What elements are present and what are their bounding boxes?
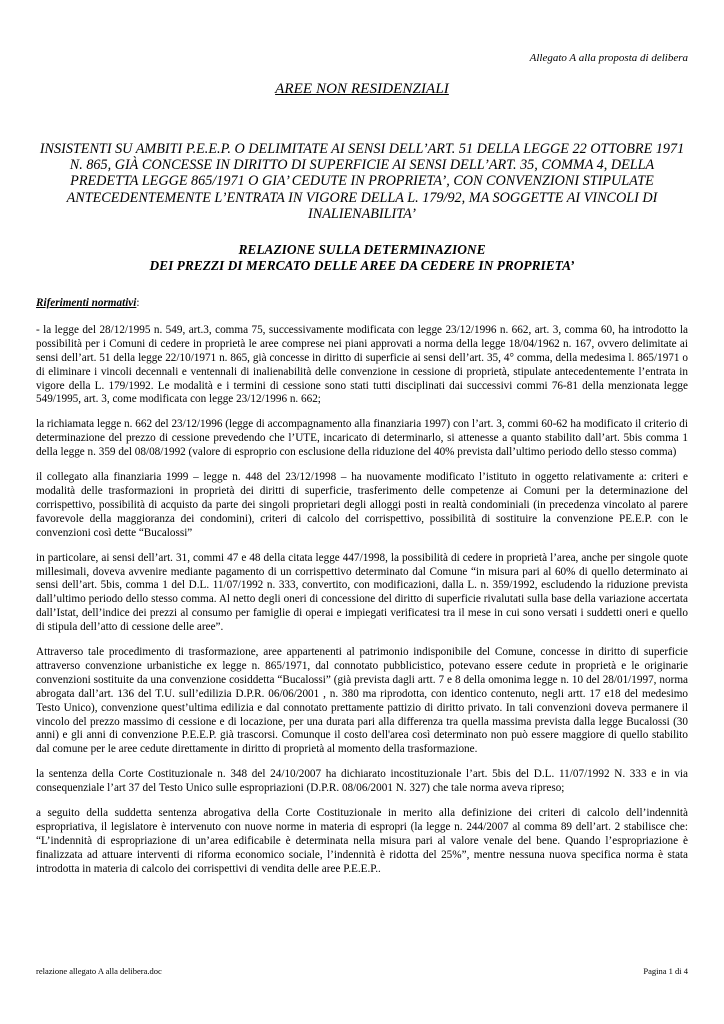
paragraph-legge-662: la richiamata legge n. 662 del 23/12/1996 (legge di accompagnamento alla finanziaria 1997) con l’art. 3, commi 60-62 ha modificato il criterio di determinazione del prezzo di cessione prevedendo che l’UTE, incaricato di determinarlo, si attenesse a quanto stabilito dall’art. 5bis comma 1 della legge n. 359 del 08/08/1992 (valore di esproprio con esclusione della riduzione del 40% prevista dall’ultimo periodo dello stesso comma) [36,418,688,459]
footer-page-number: Pagina 1 di 4 [643,966,688,976]
paragraph-sentenza-348: la sentenza della Corte Costituzionale n. 348 del 24/10/2007 ha dichiarato incostituzionale l’art. 5bis del D.L. 11/07/1992 N. 333 e in via consequenziale l’art 37 del Testo Unico sulle espropriazioni (D.P.R. 08/06/2001 N. 327) che tale norma aveva ripreso; [36,768,688,795]
paragraph-trasformazione: Attraverso tale procedimento di trasformazione, aree appartenenti al patrimonio indisponibile del Comune, concesse in diritto di superficie attraverso convenzione urbanistiche ex legge n. 865/1971, dal connotato pubblicistico, potevano essere cedute in proprietà e le originarie convenzioni sostituite da una convenzione cosiddetta “Bucalossi” (già prevista dagli artt. 7 e 8 della omonima legge n. 10 del 28/01/1997, norma abrogata dall’art. 136 del T.U. sull’edilizia D.P.R. 06/06/2001 , n. 380 ma riprodotta, con identico contenuto, negli artt. 17 e18 del medesimo Testo Unico), convenzione quest’ultima edilizia e dal connotato prettamente pattizio di diritto privato. In tali convenzioni doveva permanere il vincolo del prezzo massimo di cessione e di locazione, per una durata pari alla differenza tra quella massima prevista dalla legge Bucalossi (30 anni) e gli anni di convenzione P.E.E.P. già trascorsi. Comunque il costo dell'area così determinato non può essere maggiore di quello stabilito dal comune per le aree cedute direttamente in diritto di proprietà al momento della trasformazione. [36,646,688,756]
subtitle-block: INSISTENTI SU AMBITI P.E.E.P. O DELIMITATE AI SENSI DELL’ART. 51 DELLA LEGGE 22 OTTOBRE 1971 N. 865, GIÀ CONCESSE IN DIRITTO DI SUPERFICIE AI SENSI DELL’ART. 35, COMMA 4, DELLA PREDETTA LEGGE 865/1971 O GIA’ CEDUTE IN PROPRIETA’, CON CONVENZIONI STIPULATE ANTECEDENTEMENTE L’ENTRATA IN VIGORE DELLA L. 179/92, MA SOGGETTE AI VINCOLI DI INALIENABILITA’ [39,141,685,222]
footer-filename: relazione allegato A alla delibera.doc [36,966,162,976]
relazione-title [36,242,688,274]
relazione-title-line-2: DEI PREZZI DI MERCATO DELLE AREE DA CEDERE IN PROPRIETA’ [149,258,575,273]
riferimenti-colon: : [136,297,140,309]
paragraph-legge-244: a seguito della suddetta sentenza abrogativa della Corte Costituzionale in merito alla definizione dei criteri di calcolo dell’indennità espropriativa, il legislatore è intervenuto con nuove norme in materia di espropri (la legge n. 244/2007 al comma 89 dell’art. 2 stabilisce che: “L’indennità di espropriazione di un’area edificabile è determinata nella misura pari al valore venale del bene. Quando l’espropriazione è finalizzata ad attuare interventi di riforma economico sociale, l’indennità è ridotta del 25%”, mentre nessuna nuova specifica norma è stata introdotta in materia di calcolo dei corrispettivi di vendita delle aree P.E.E.P.. [36,807,688,875]
riferimenti-label: Riferimenti normativi [36,297,137,309]
relazione-title-line-1: RELAZIONE SULLA DETERMINAZIONE [238,242,486,257]
paragraph-legge-549: - la legge del 28/12/1995 n. 549, art.3, comma 75, successivamente modificata con legge 23/12/1996 n. 662, art. 3, comma 60, ha introdotto la possibilità per i Comuni di cedere in proprietà le aree comprese nei piani approvati a norma della legge 18/04/1962 n. 167, ovvero delimitate ai sensi dell’art. 51 della legge 22/10/1971 n. 865, già concesse in diritto di superficie ai sensi dell’art. 35, 4° comma, della medesima l. 865/1971 o di eliminare i vincoli decennali e ventennali di inalienabilità delle convenzione in cessione di proprietà, stipulate antecedentemente l’entrata in vigore della L. 179/1992. Le modalità e i termini di cessione sono stati tutti disciplinati dai successivi commi 76-81 della menzionata legge 549/1995, art. 3, come modificata con legge 23/12/1996 n. 662; [36,323,688,406]
allegato-header: Allegato A alla proposta di delibera [529,52,688,64]
riferimenti-heading [36,297,688,311]
document-body [36,297,688,888]
paragraph-collegato-1999: il collegato alla finanziaria 1999 – legge n. 448 del 23/12/1998 – ha nuovamente modificato l’istituto in oggetto relativamente a: criteri e modalità delle trasformazioni in proprietà dei diritti di superficie, trasferimento delle competenze ai Comuni per la determinazione del corrispettivo, possibilità di acquisto da parte dei singoli proprietari degli alloggi posti in realtà condominiali (in precedenza vincolato al parere favorevole della maggioranza dei condomini), criteri di calcolo del corrispettivo, possibilità di sostituire la convenzione PE.E.P. con le convenzioni così dette “Bucalossi” [36,471,688,539]
main-title: AREE NON RESIDENZIALI [275,81,449,97]
paragraph-art-31: in particolare, ai sensi dell’art. 31, commi 47 e 48 della citata legge 447/1998, la possibilità di cedere in proprietà l’area, anche per singole quote millesimali, doveva avvenire mediante pagamento di un corrispettivo determinato dal Comune “in misura pari al 60% di quello determinato ai sensi dell’art. 5bis, comma 1 del D.L. 11/07/1992 n. 333, convertito, con modificazioni, dalla L. n. 359/1992, escludendo la riduzione prevista dall’ultimo periodo dello stesso comma. Al netto degli oneri di concessione del diritto di superficie rivalutati sulla base della variazione accertata dall’Istat, dell’indice dei prezzi al consumo per famiglie di operai e impiegati verificatesi tra il mese in cui sono versati i suddetti oneri e quello di stipula dell’atto di cessione delle aree”. [36,551,688,634]
